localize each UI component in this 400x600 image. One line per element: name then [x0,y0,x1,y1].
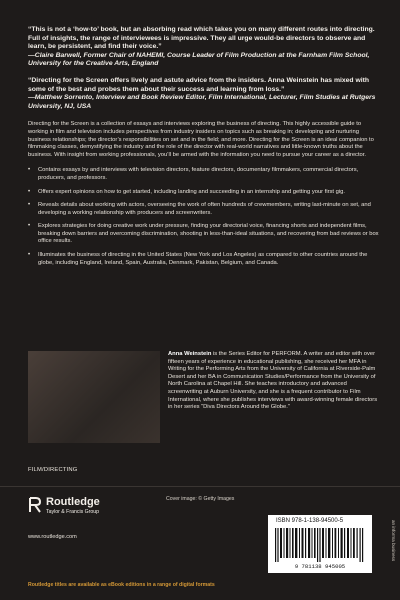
author-photo [28,351,160,443]
ebook-notice: Routledge titles are available as eBook editions in a range of digital formats [28,582,215,588]
barcode-bars [275,528,365,562]
quote-block [28,77,380,111]
quote-attribution: —Claire Barwell, Former Chair of NAHEMI, Course Leader of Film Production at the Farnham Film School, University for the Creative Arts, England [28,51,370,68]
bullet-icon: • [28,252,31,259]
author-name: Anna Weinstein [168,351,212,357]
feature-item: • Illuminates the business of directing in the United States (New York and Los Angeles) as compared to other countries around the globe, including England, Ireland, Spain, Australia, Denmark, Pakistan, Belgium, and Canada. [28,252,368,266]
bullet-icon: • [28,188,31,195]
publisher-url[interactable]: www.routledge.com [28,534,77,540]
barcode-digits: 9 781138 945005 [294,563,346,570]
author-bio-text: is the Series Editor for PERFORM. A writer and editor with over fifteen years of experience in educational publishing, she received her MFA in Writing for the Performing Arts from the University of California at Riverside-Palm Desert and her BA in Communication Studies/Performance from the University of North Carolina at Chapel Hill. She teaches introductory and advanced screenwriting at Auburn University, and she is a frequent contributor to Film International, where she publishes interviews with award-winning female directors in her series “Diva Directors Around the Globe.” [168,351,378,411]
feature-item: • Contains essays by and interviews with television directors, feature directors, documentary filmmakers, commercial directors, producers, and professors. [28,167,359,181]
routledge-logo-icon [28,496,42,514]
feature-item: • Reveals details about working with actors, overseeing the work of often hundreds of crewmembers, writing last-minute on set, and developing a working relationship with producers and screenwriters. [28,202,371,216]
quote-attribution: —Matthew Sorrento, Interview and Book Review Editor, Film International, Lecturer, Film Studies at Rutgers University, NJ, USA [28,94,376,110]
quote-block [28,26,380,69]
barcode [275,528,365,562]
divider [0,486,400,487]
bullet-icon: • [28,167,31,174]
cover-credit: Cover image: © Getty Images [166,496,235,502]
quote-text: “This is not a ‘how-to’ book, but an absorbing read which takes you on many different routes into directing. Full of insights, the range of interviewees is impressive. They all urge would-be directors to observe and learn, be persistent, and find their voice.” [28,26,375,51]
quote-text: “Directing for the Screen offers lively and astute advice from the insiders. Anna Weinstein has mixed with some of the best and probes them about their success and learning from loss.” [28,76,370,93]
side-text: an informa business [391,520,396,562]
bullet-icon: • [28,202,31,209]
cover-text-column [28,26,380,273]
publisher-logo [28,496,148,536]
publisher-tagline: Taylor & Francis Group [46,509,100,515]
publisher-name: Routledge [46,496,100,508]
book-description: Directing for the Screen is a collection of essays and interviews exploring the business of directing. This highly accessible guide to working in film and television includes perspectives from industry insiders on topics such as breaking in; developing and nurturing business relationships; the director’s responsibilities on set and in the field; and more. Directing for the Screen is an ideal companion to filmmaking classes, demystifying the industry and the role of the director with real-world narratives and little-known truths about the business. With insight from working professionals, you’ll be armed with the information you need to pursue your career as a director. [28,121,374,158]
bullet-icon: • [28,223,31,230]
feature-item: • Offers expert opinions on how to get started, including landing and succeeding in an internship and getting your first gig. [28,188,346,195]
isbn-number: ISBN 978-1-138-94500-5 [276,518,344,524]
feature-list [28,167,380,267]
feature-item: • Explores strategies for doing creative work under pressure, finding your directorial voice, financing shorts and independent films, breaking down barriers and overcoming discrimination, shooting in less-than-ideal situations, and recovering from bad reviews or box office results. [28,223,379,245]
subject-category: FILM/DIRECTING [28,467,78,473]
author-bio [168,351,380,412]
